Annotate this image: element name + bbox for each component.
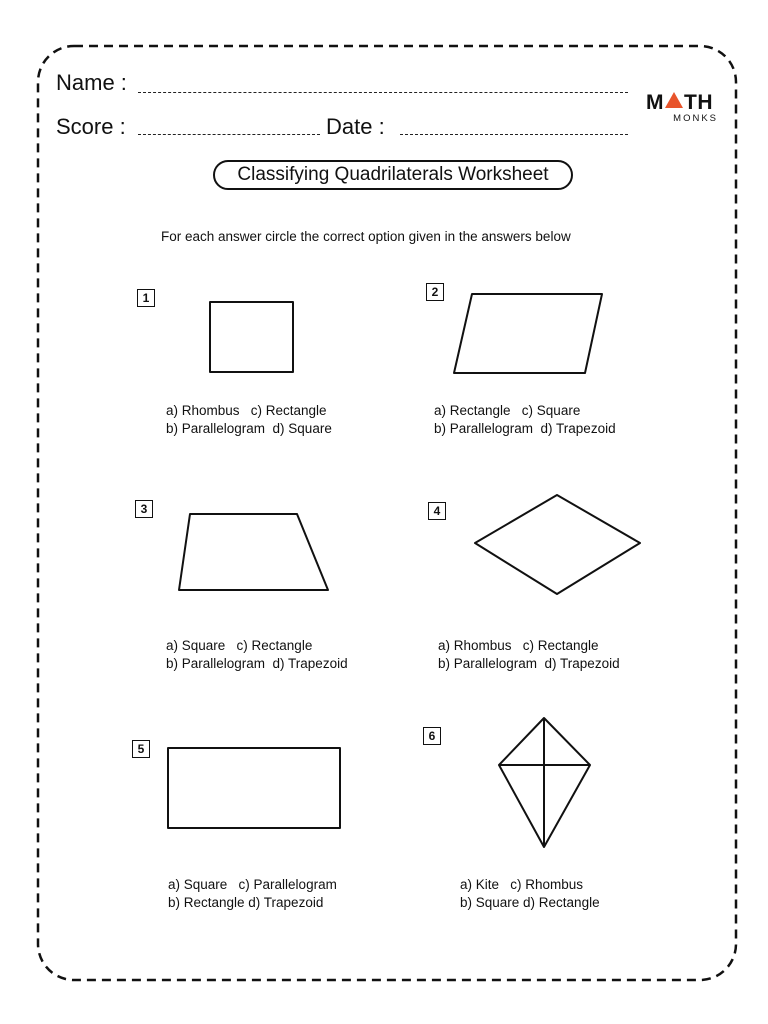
logo-text-m: M xyxy=(646,91,664,114)
name-label: Name : xyxy=(56,70,127,95)
logo-text-th: TH xyxy=(684,91,713,114)
question-6-options xyxy=(460,876,600,912)
question-number-5: 5 xyxy=(132,740,150,758)
question-1-options-line1: a) Rhombus c) Rectangle xyxy=(166,403,327,418)
question-2-options-line2: b) Parallelogram d) Trapezoid xyxy=(434,421,616,436)
shape-rectangle xyxy=(168,748,340,828)
shape-kite xyxy=(499,718,590,847)
question-number-4: 4 xyxy=(428,502,446,520)
question-3-options xyxy=(166,637,348,673)
question-3-options-line1: a) Square c) Rectangle xyxy=(166,638,313,653)
question-1-options xyxy=(166,402,332,438)
question-4-options-line1: a) Rhombus c) Rectangle xyxy=(438,638,599,653)
question-4-options-line2: b) Parallelogram d) Trapezoid xyxy=(438,656,620,671)
shape-trapezoid xyxy=(179,514,328,590)
shape-parallelogram xyxy=(454,294,602,373)
logo-subtitle: MONKS xyxy=(673,113,718,124)
question-number-3: 3 xyxy=(135,500,153,518)
question-5-options-line2: b) Rectangle d) Trapezoid xyxy=(168,895,324,910)
worksheet-title-text: Classifying Quadrilaterals Worksheet xyxy=(237,164,549,185)
shape-square xyxy=(210,302,293,372)
score-label: Score : xyxy=(56,114,126,139)
question-3-options-line2: b) Parallelogram d) Trapezoid xyxy=(166,656,348,671)
question-6-options-line2: b) Square d) Rectangle xyxy=(460,895,600,910)
question-2-options-line1: a) Rectangle c) Square xyxy=(434,403,581,418)
date-label: Date : xyxy=(326,114,385,139)
question-number-2: 2 xyxy=(426,283,444,301)
question-1-options-line2: b) Parallelogram d) Square xyxy=(166,421,332,436)
question-4-options xyxy=(438,637,620,673)
question-2-options xyxy=(434,402,616,438)
question-6-options-line1: a) Kite c) Rhombus xyxy=(460,877,584,892)
question-number-1: 1 xyxy=(137,289,155,307)
instructions-text: For each answer circle the correct option given in the answers below xyxy=(161,229,571,244)
question-5-options xyxy=(168,876,337,912)
question-5-options-line1: a) Square c) Parallelogram xyxy=(168,877,337,892)
question-number-6: 6 xyxy=(423,727,441,745)
shape-rhombus xyxy=(475,495,640,594)
